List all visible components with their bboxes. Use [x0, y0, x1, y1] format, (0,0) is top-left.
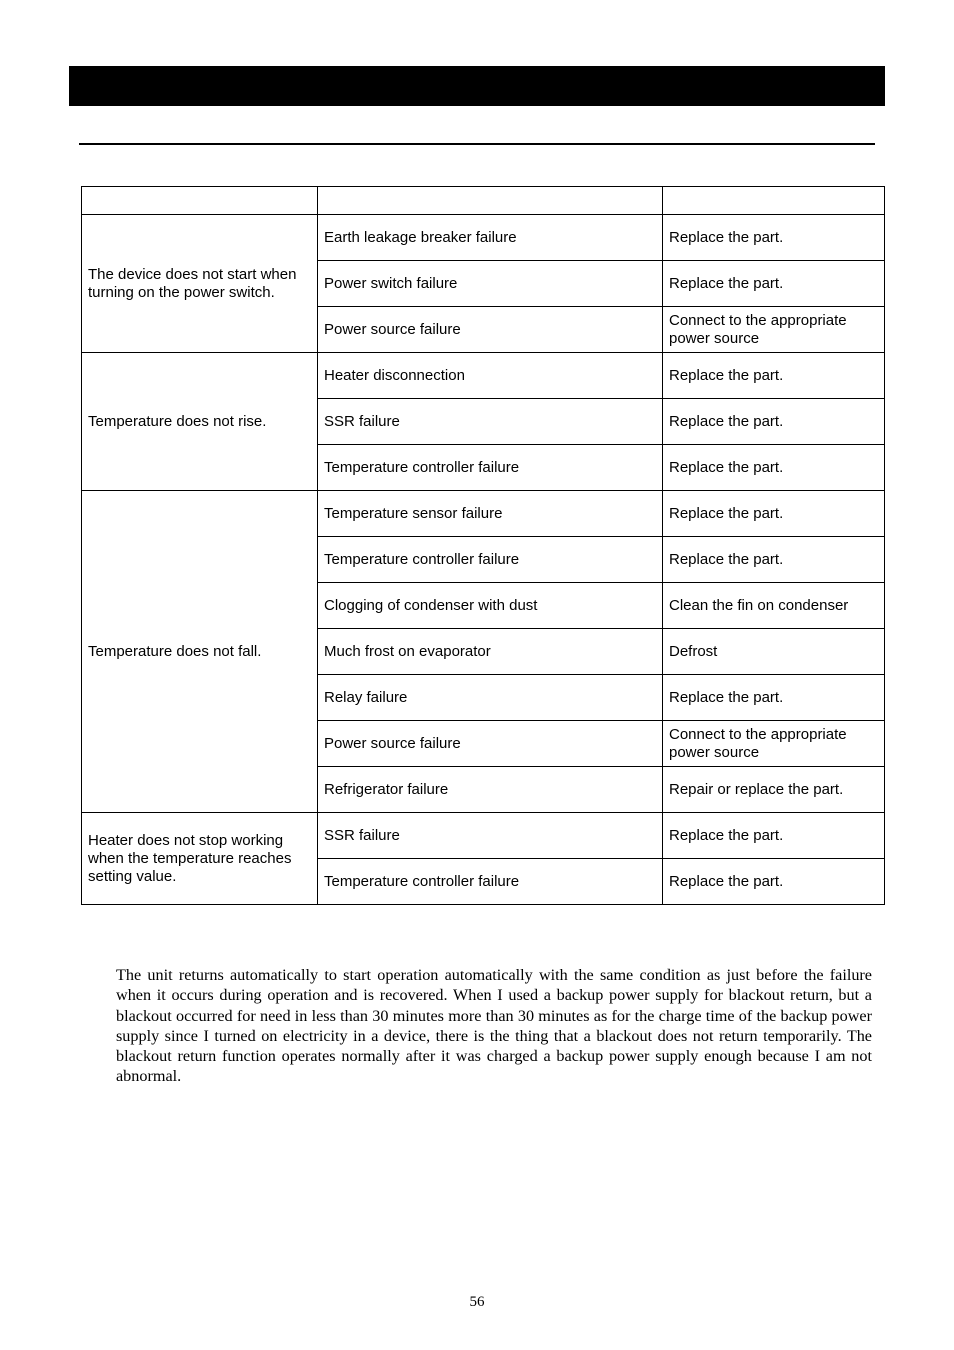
- cause-cell: Heater disconnection: [318, 353, 663, 399]
- power-failure-note: The unit returns automatically to start operation automatically with the same condition as just before the failure when it occurs during operation and is recovered. When I used a backup power supply for blackout return, but a blackout occurred for need in less than 30 minutes more than 30 minutes as for the charge time of the backup power supply since I turned on electricity in a device, there is the thing that a blackout does not return temporarily. The blackout return function operates normally after it was charged a backup power supply enough because I am not abnormal.: [116, 966, 872, 1086]
- page-number: 56: [469, 1294, 485, 1310]
- section-divider: [79, 143, 875, 145]
- table-row: [82, 813, 885, 859]
- cause-cell: Much frost on evaporator: [318, 629, 663, 675]
- cause-cell: Power source failure: [318, 721, 663, 767]
- table-header-row: [82, 187, 885, 215]
- cause-cell: SSR failure: [318, 399, 663, 445]
- remedy-cell: Replace the part.: [663, 491, 885, 537]
- remedy-cell: Replace the part.: [663, 215, 885, 261]
- symptom-cell: Heater does not stop working when the temperature reaches setting value.: [82, 813, 318, 905]
- cause-cell: Clogging of condenser with dust: [318, 583, 663, 629]
- remedy-cell: Defrost: [663, 629, 885, 675]
- symptom-cell: Temperature does not rise.: [82, 353, 318, 491]
- remedy-cell: Replace the part.: [663, 261, 885, 307]
- header-symptom: [82, 187, 318, 215]
- cause-cell: Earth leakage breaker failure: [318, 215, 663, 261]
- cause-cell: Refrigerator failure: [318, 767, 663, 813]
- cause-cell: Temperature controller failure: [318, 537, 663, 583]
- section-header-bar: [69, 66, 885, 106]
- remedy-cell: Connect to the appropriate power source: [663, 721, 885, 767]
- table-row: [82, 215, 885, 261]
- header-remedy: [663, 187, 885, 215]
- cause-cell: Relay failure: [318, 675, 663, 721]
- remedy-cell: Replace the part.: [663, 353, 885, 399]
- remedy-cell: Connect to the appropriate power source: [663, 307, 885, 353]
- cause-cell: Temperature sensor failure: [318, 491, 663, 537]
- cause-cell: Power source failure: [318, 307, 663, 353]
- remedy-cell: Replace the part.: [663, 859, 885, 905]
- table-row: [82, 491, 885, 537]
- symptom-cell: The device does not start when turning on the power switch.: [82, 215, 318, 353]
- remedy-cell: Replace the part.: [663, 537, 885, 583]
- header-cause: [318, 187, 663, 215]
- remedy-cell: Replace the part.: [663, 675, 885, 721]
- cause-cell: Power switch failure: [318, 261, 663, 307]
- remedy-cell: Clean the fin on condenser: [663, 583, 885, 629]
- symptom-cell: Temperature does not fall.: [82, 491, 318, 813]
- remedy-cell: Repair or replace the part.: [663, 767, 885, 813]
- cause-cell: Temperature controller failure: [318, 445, 663, 491]
- cause-cell: SSR failure: [318, 813, 663, 859]
- remedy-cell: Replace the part.: [663, 445, 885, 491]
- remedy-cell: Replace the part.: [663, 813, 885, 859]
- troubleshooting-table: [81, 186, 885, 905]
- cause-cell: Temperature controller failure: [318, 859, 663, 905]
- table-row: [82, 353, 885, 399]
- remedy-cell: Replace the part.: [663, 399, 885, 445]
